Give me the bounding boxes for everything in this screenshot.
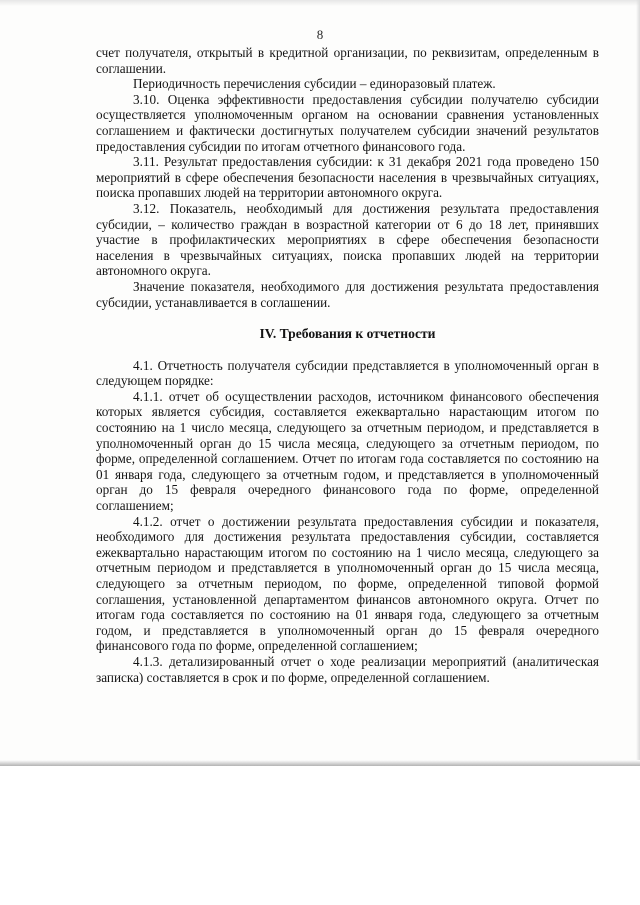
page-bottom-shadow [0,760,640,766]
paragraph-indicator-value: Значение показателя, необходимого для достижения результата предоставления субсидии, устанавливается в соглашении. [96,278,599,310]
paragraph-3-10: 3.10. Оценка эффективности предоставления субсидии получателю субсидии осуществляется уполномоченным органом на основании сравнения установленных соглашением и фактически достигнутых получателем субсидии значений результатов предоставления субсидии по итогам отчетного финансового года. [96,91,599,154]
page-number: 8 [316,27,324,42]
paragraph-4-1-3: 4.1.3. детализированный отчет о ходе реализации мероприятий (аналитическая записка) составляется в срок и по форме, определенной соглашением. [96,653,599,685]
scan-edge-right [636,0,640,766]
paragraph-4-1-2: 4.1.2. отчет о достижении результата предоставления субсидии и показателя, необходимого для достижения результата предоставления субсидии, составляется ежеквартально нарастающим итогом по состоянию на 1 число месяца, следующего за отчетным периодом и представляется в уполномоченный орган до 15 числа месяца, следующего за отчетным периодом, по форме, определенной типовой формой соглашения, установленной департаментом финансов автономного округа. Отчет по итогам года составляется по состоянию на 01 января года, следующего за отчетным годом, и представляется в уполномоченный орган до 15 февраля очередного финансового года по форме, определенной соглашением; [96,513,599,654]
document-body [96,45,599,685]
paragraph-4-1: 4.1. Отчетность получателя субсидии представляется в уполномоченный орган в следующем порядке: [96,357,599,389]
paragraph-4-1-1: 4.1.1. отчет об осуществлении расходов, источником финансового обеспечения которых является субсидия, составляется ежеквартально нарастающим итогом по состоянию на 1 число месяца, следующего за отчетным периодом, и представляется в уполномоченный орган до 15 числа месяца, следующего за отчетным периодом, по форме, определенной соглашением. Отчет по итогам года составляется по состоянию на 01 января года, следующего за отчетным годом, и представляется в уполномоченный орган до 15 февраля очередного финансового года по форме, определенной соглашением; [96,388,599,514]
scan-edge-top [0,0,640,6]
paragraph-continuation: счет получателя, открытый в кредитной организации, по реквизитам, определенным в соглашении. [96,45,599,76]
paragraph-3-12: 3.12. Показатель, необходимый для достижения результата предоставления субсидии, – количество граждан в возрастной категории от 6 до 18 лет, принявших участие в профилактических мероприятиях в сфере обеспечения безопасности населения в чрезвычайных ситуациях, поиска пропавших людей на территории автономного округа. [96,200,599,279]
paragraph-3-11: 3.11. Результат предоставления субсидии: к 31 декабря 2021 года проведено 150 мероприятий в сфере обеспечения безопасности населения в чрезвычайных ситуациях, поиска пропавших людей на территории автономного округа. [96,154,599,201]
paragraph-payment-frequency: Периодичность перечисления субсидии – единоразовый платеж. [133,76,496,92]
section-heading: IV. Требования к отчетности [259,326,436,342]
